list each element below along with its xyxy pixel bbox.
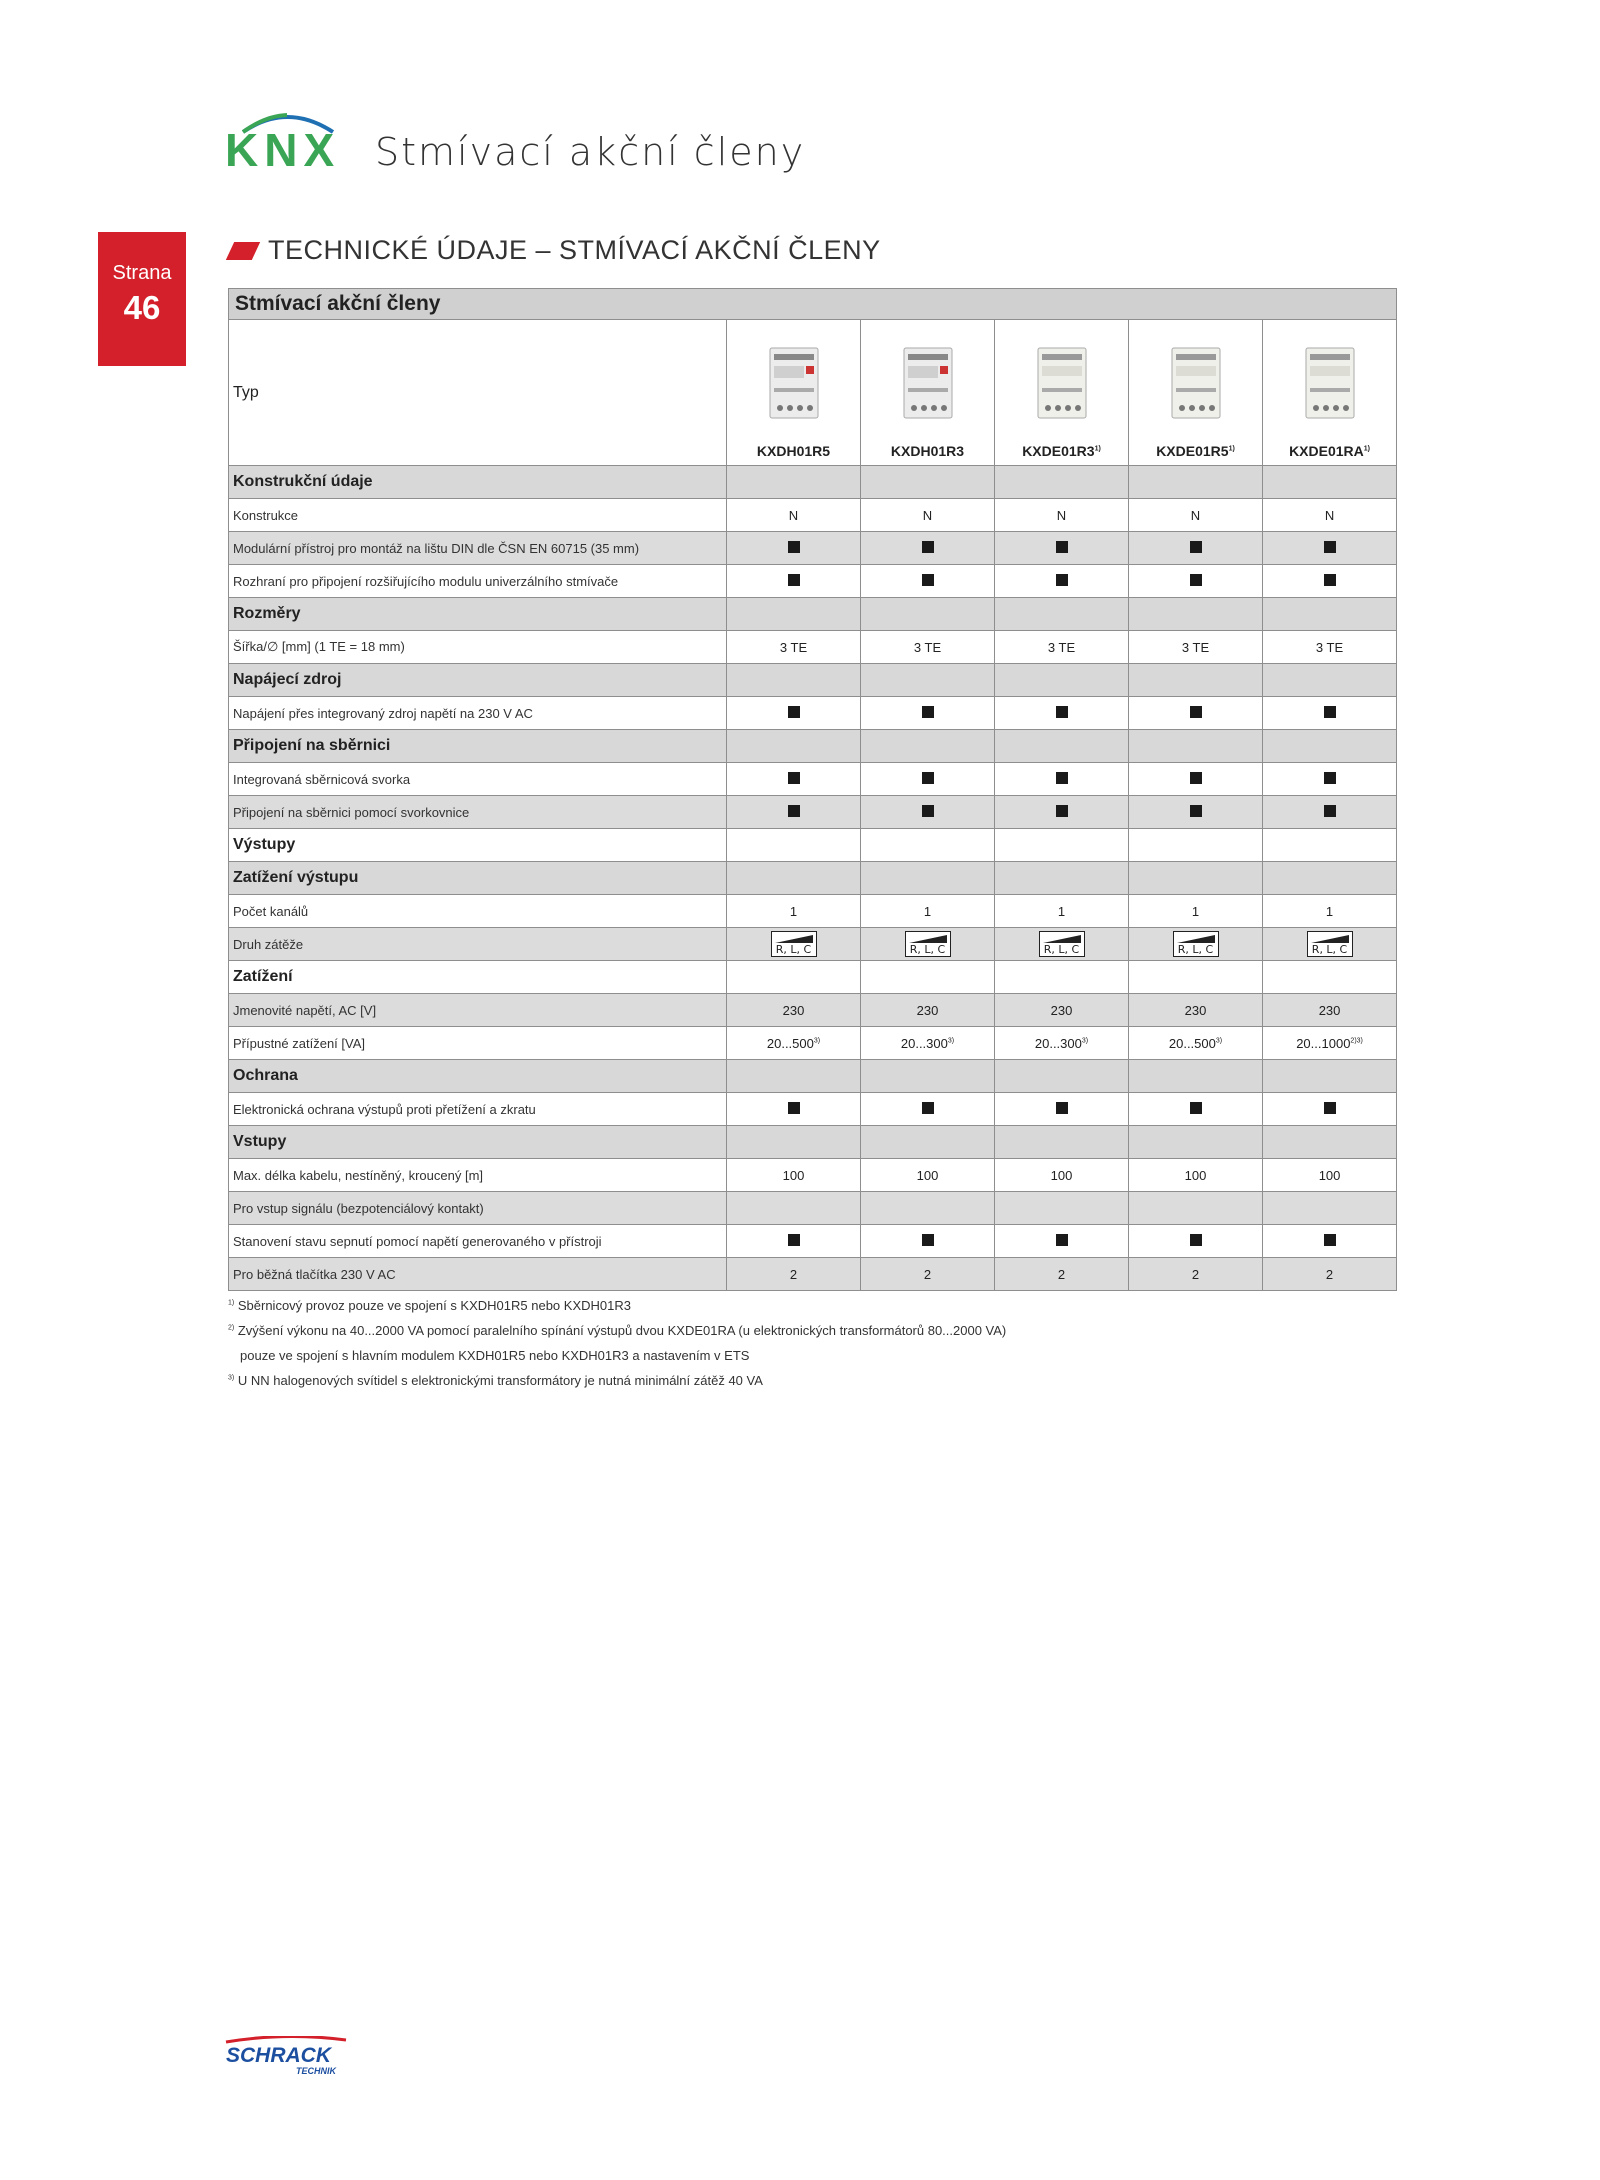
load-type-text: R, L, C (1043, 943, 1080, 956)
table-title-row (229, 289, 1397, 320)
row-label: Jmenovité napětí, AC [V] (229, 994, 727, 1027)
yes-mark-icon (1056, 706, 1068, 718)
row-value: 1 (1129, 895, 1263, 928)
yes-mark-icon (1056, 574, 1068, 586)
dimmer-device-image (768, 346, 820, 420)
page-header (225, 108, 1425, 180)
row-label: Elektronická ochrana výstupů proti přetížení a zkratu (229, 1093, 727, 1126)
product-footnote-mark: 1) (1228, 445, 1235, 453)
yes-mark-icon (788, 1234, 800, 1246)
row-value: 1 (995, 895, 1129, 928)
table-row (229, 1159, 1397, 1192)
yes-mark-icon (1190, 772, 1202, 784)
row-value: 2 (995, 1258, 1129, 1291)
row-value: 100 (995, 1159, 1129, 1192)
row-value: 3 TE (1263, 631, 1397, 664)
row-value: N (1129, 499, 1263, 532)
section-row (229, 1126, 1397, 1159)
row-value: 20...300 (900, 1035, 948, 1051)
row-value: 230 (727, 994, 861, 1027)
type-label-cell (229, 320, 727, 466)
yes-mark-icon (922, 706, 934, 718)
row-value: 2 (1263, 1258, 1397, 1291)
section-label: Napájecí zdroj (229, 664, 727, 697)
yes-mark-icon (1056, 805, 1068, 817)
yes-mark-icon (1056, 541, 1068, 553)
row-value: 3 TE (995, 631, 1129, 664)
table-title: Stmívací akční členy (229, 289, 1397, 320)
yes-mark-icon (1190, 805, 1202, 817)
yes-mark-icon (788, 805, 800, 817)
row-value: 230 (995, 994, 1129, 1027)
row-label: Modulární přístroj pro montáž na lištu DIN dle ČSN EN 60715 (35 mm) (229, 532, 727, 565)
value-footnote-mark: 2)3) (1350, 1037, 1363, 1045)
knx-logo-icon (225, 108, 350, 174)
rlc-load-icon (1307, 931, 1353, 957)
row-value: 230 (1129, 994, 1263, 1027)
table-row (229, 763, 1397, 796)
dimmer-device-image (1304, 346, 1356, 420)
page-number: 46 (123, 289, 161, 326)
type-row (229, 320, 1397, 466)
table-row (229, 1192, 1397, 1225)
product-name (861, 443, 994, 459)
row-label: Integrovaná sběrnicová svorka (229, 763, 727, 796)
yes-mark-icon (1190, 1102, 1202, 1114)
footnote-text: Sběrnicový provoz pouze ve spojení s KXDH01R5 nebo KXDH01R3 (237, 1298, 631, 1313)
product-name-text: KXDH01R5 (756, 443, 831, 459)
footnote-mark: 1) (228, 1299, 235, 1307)
table-row (229, 796, 1397, 829)
table-row (229, 532, 1397, 565)
table-row (229, 1258, 1397, 1291)
knx-logo-text: KNX (225, 124, 341, 174)
rlc-load-icon (1039, 931, 1085, 957)
section-row (229, 598, 1397, 631)
yes-mark-icon (1056, 1102, 1068, 1114)
schrack-logo-text: SCHRACK (226, 2044, 331, 2067)
dimmer-device-image (902, 346, 954, 420)
table-row (229, 1027, 1397, 1060)
footnote-text: Zvýšení výkonu na 40...2000 VA pomocí paralelního spínání výstupů dvou KXDE01RA (u elektronických transformátorů 80...2000 VA) (237, 1323, 1007, 1338)
table-row (229, 565, 1397, 598)
load-type-text: R, L, C (775, 943, 812, 956)
row-value: 100 (861, 1159, 995, 1192)
page-title: Stmívací akční členy (375, 130, 806, 174)
dimmer-device-image (1170, 346, 1222, 420)
row-value: 3 TE (861, 631, 995, 664)
type-label: Typ (233, 383, 259, 401)
yes-mark-icon (922, 1234, 934, 1246)
product-name (727, 443, 860, 459)
product-name-text: KXDE01RA (1289, 443, 1364, 459)
product-name (1129, 443, 1262, 459)
row-value: 20...300 (1034, 1035, 1082, 1051)
section-row (229, 862, 1397, 895)
row-value: 2 (727, 1258, 861, 1291)
table-row (229, 1225, 1397, 1258)
footnote-continuation (228, 1348, 1396, 1364)
row-value: 20...1000 (1296, 1035, 1351, 1051)
section-marker-icon (226, 242, 260, 260)
product-name-text: KXDH01R3 (890, 443, 965, 459)
rlc-load-icon (1173, 931, 1219, 957)
row-value: 1 (1263, 895, 1397, 928)
row-label: Rozhraní pro připojení rozšiřujícího modulu univerzálního stmívače (229, 565, 727, 598)
yes-mark-icon (788, 706, 800, 718)
table-row (229, 895, 1397, 928)
yes-mark-icon (788, 541, 800, 553)
section-heading-text: TECHNICKÉ ÚDAJE – STMÍVACÍ AKČNÍ ČLENY (268, 235, 881, 265)
product-cell (1129, 320, 1263, 466)
table-row (229, 499, 1397, 532)
load-type-text: R, L, C (909, 943, 946, 956)
product-cell (861, 320, 995, 466)
yes-mark-icon (1324, 1234, 1336, 1246)
yes-mark-icon (788, 574, 800, 586)
row-label: Pro vstup signálu (bezpotenciálový kontakt) (229, 1192, 727, 1225)
section-row (229, 466, 1397, 499)
row-label: Šířka/∅ [mm] (1 TE = 18 mm) (229, 631, 727, 664)
yes-mark-icon (1324, 541, 1336, 553)
row-value: N (1263, 499, 1397, 532)
product-name-text: KXDE01R5 (1156, 443, 1229, 459)
yes-mark-icon (1324, 1102, 1336, 1114)
row-value: N (727, 499, 861, 532)
rlc-load-icon (905, 931, 951, 957)
yes-mark-icon (922, 574, 934, 586)
section-label: Výstupy (229, 829, 727, 862)
product-name (995, 443, 1128, 459)
footnote-text: U NN halogenových svítidel s elektronickými transformátory je nutná minimální zátěž 40 VA (237, 1373, 763, 1388)
row-label: Napájení přes integrovaný zdroj napětí na 230 V AC (229, 697, 727, 730)
product-name (1263, 443, 1396, 459)
yes-mark-icon (922, 541, 934, 553)
row-value: 230 (1263, 994, 1397, 1027)
table-row (229, 697, 1397, 730)
yes-mark-icon (788, 1102, 800, 1114)
row-label: Počet kanálů (229, 895, 727, 928)
value-footnote-mark: 3) (813, 1037, 821, 1045)
schrack-logo-subtext: TECHNIK (296, 2066, 336, 2076)
row-value: N (861, 499, 995, 532)
row-value: 2 (1129, 1258, 1263, 1291)
yes-mark-icon (1190, 1234, 1202, 1246)
table-row (229, 928, 1397, 961)
page-number-tab (98, 232, 186, 366)
yes-mark-icon (1324, 772, 1336, 784)
table-row (229, 631, 1397, 664)
product-cell (995, 320, 1129, 466)
load-type-text: R, L, C (1311, 943, 1348, 956)
value-footnote-mark: 3) (1081, 1037, 1089, 1045)
value-footnote-mark: 3) (1215, 1037, 1223, 1045)
yes-mark-icon (1056, 772, 1068, 784)
section-row (229, 961, 1397, 994)
section-label: Zatížení (229, 961, 727, 994)
row-value: 20...500 (1168, 1035, 1216, 1051)
yes-mark-icon (922, 805, 934, 817)
section-row (229, 730, 1397, 763)
row-value: N (995, 499, 1129, 532)
section-label: Vstupy (229, 1126, 727, 1159)
row-value: 1 (861, 895, 995, 928)
footnotes (228, 1298, 1396, 1398)
section-label: Rozměry (229, 598, 727, 631)
rlc-load-icon (771, 931, 817, 957)
footnote (228, 1298, 1396, 1314)
row-value: 20...500 (766, 1035, 814, 1051)
section-row (229, 664, 1397, 697)
page-tab-label: Strana (112, 262, 172, 284)
section-heading (228, 235, 1428, 269)
row-label: Připojení na sběrnici pomocí svorkovnice (229, 796, 727, 829)
yes-mark-icon (788, 772, 800, 784)
product-cell (727, 320, 861, 466)
row-value: 3 TE (1129, 631, 1263, 664)
row-value: 100 (727, 1159, 861, 1192)
row-label: Přípustné zatížení [VA] (229, 1027, 727, 1060)
section-row (229, 1060, 1397, 1093)
row-label: Pro běžná tlačítka 230 V AC (229, 1258, 727, 1291)
footnote-mark: 2) (228, 1324, 235, 1332)
section-row (229, 829, 1397, 862)
dimmer-device-image (1036, 346, 1088, 420)
row-label: Konstrukce (229, 499, 727, 532)
yes-mark-icon (1190, 574, 1202, 586)
yes-mark-icon (922, 772, 934, 784)
row-value: 2 (861, 1258, 995, 1291)
row-label: Stanovení stavu sepnutí pomocí napětí generovaného v přístroji (229, 1225, 727, 1258)
row-value: 100 (1129, 1159, 1263, 1192)
yes-mark-icon (922, 1102, 934, 1114)
section-label: Připojení na sběrnici (229, 730, 727, 763)
row-value: 3 TE (727, 631, 861, 664)
footnote-text: pouze ve spojení s hlavním modulem KXDH01R5 nebo KXDH01R3 a nastavením v ETS (240, 1348, 750, 1363)
schrack-logo-icon (222, 2036, 350, 2080)
product-footnote-mark: 1) (1094, 445, 1101, 453)
yes-mark-icon (1190, 706, 1202, 718)
row-label: Druh zátěže (229, 928, 727, 961)
table-row (229, 1093, 1397, 1126)
table-row (229, 994, 1397, 1027)
footnote (228, 1373, 1396, 1389)
row-label: Max. délka kabelu, nestíněný, kroucený [m] (229, 1159, 727, 1192)
row-value: 1 (727, 895, 861, 928)
yes-mark-icon (1190, 541, 1202, 553)
footnote (228, 1323, 1396, 1339)
row-value: 100 (1263, 1159, 1397, 1192)
footnote-mark: 3) (228, 1374, 235, 1382)
row-value: 230 (861, 994, 995, 1027)
yes-mark-icon (1056, 1234, 1068, 1246)
yes-mark-icon (1324, 805, 1336, 817)
value-footnote-mark: 3) (947, 1037, 955, 1045)
product-name-text: KXDE01R3 (1022, 443, 1095, 459)
section-label: Zatížení výstupu (229, 862, 727, 895)
yes-mark-icon (1324, 574, 1336, 586)
product-footnote-mark: 1) (1363, 445, 1370, 453)
load-type-text: R, L, C (1177, 943, 1214, 956)
section-label: Ochrana (229, 1060, 727, 1093)
section-label: Konstrukční údaje (229, 466, 727, 499)
yes-mark-icon (1324, 706, 1336, 718)
spec-table (228, 288, 1397, 1291)
product-cell (1263, 320, 1397, 466)
